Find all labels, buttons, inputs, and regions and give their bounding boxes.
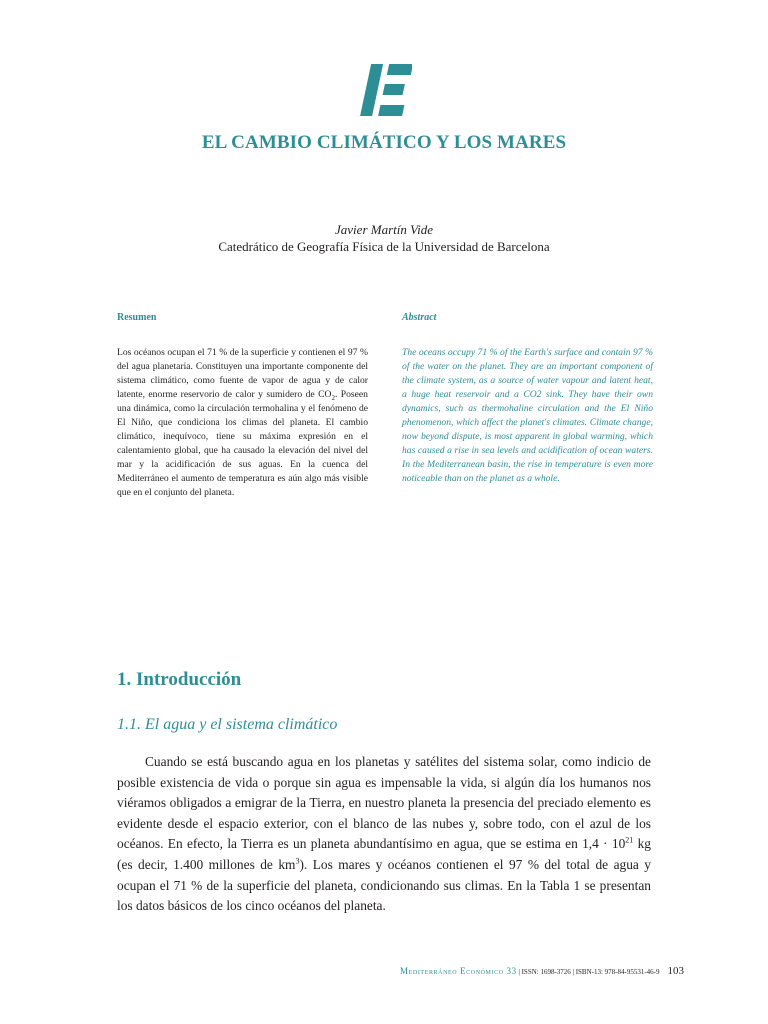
body-text-part: Cuando se está buscando agua en los planetas y satélites del sistema solar, como indicio de posible existencia de vida o porque sin agua es impensable la vida, si algún día los humanos nos viéramos obligados a emigrar de la Tierra, en nuestro planeta la presencia del preciado elemento es evidente desde el espacio exterior, con el blanco de las nubes y, sobre todo, con el azul de los océanos. En efecto, la Tierra es un planeta abundantísimo en agua, que se estima en 1,4 · 10 xyxy=(117,754,651,852)
author-affiliation: Catedrático de Geografía Física de la Universidad de Barcelona xyxy=(218,239,550,254)
resumen-text-part: Los océanos ocupan el 71 % de la superficie y contienen el 97 % del agua planetaria. Constituyen una importante componente del sistema climático, como fuente de vapor de agua y de calor latente, enorme reservorio de calor y sumidero de CO xyxy=(117,347,368,400)
exponent: 21 xyxy=(625,835,634,845)
page-number: 103 xyxy=(667,965,684,977)
exponent: 3 xyxy=(295,856,300,866)
resumen-text-part: . Poseen una dinámica, como la circulación termohalina y el fenómeno de El Niño, que condiciona los climas del planeta. El cambio climático, inequívoco, tiene su máxima expresión en el calentamiento global, que ha causado la elevación del nivel del mar y la acidificación de sus aguas. En la cuenca del Mediterráneo el aumento de temperatura es aún algo más visible que en el conjunto del planeta. xyxy=(117,389,368,498)
body-text-part: kg (es decir, 1.400 millones de km xyxy=(117,836,651,872)
issn-isbn: | ISSN: 1698-3726 | ISBN-13: 978-84-95531-46-9 xyxy=(516,968,660,976)
resumen-text xyxy=(117,346,368,500)
section-heading: 1. Introducción xyxy=(117,669,242,690)
abstract-heading: Abstract xyxy=(402,312,437,323)
article-title: EL CAMBIO CLIMÁTICO Y LOS MARES xyxy=(201,132,567,153)
subsection-heading: 1.1. El agua y el sistema climático xyxy=(117,716,338,733)
co2-subscript: 2 xyxy=(331,393,335,402)
resumen-heading: Resumen xyxy=(117,312,157,323)
page-footer xyxy=(384,965,684,977)
body-text-part: ). Los mares y océanos contienen el 97 % del total de agua y ocupan el 71 % de la superficie del planeta, condicionando sus climas. En la Tabla 1 se presentan los datos básicos de los cinco océanos del planeta. xyxy=(117,856,651,914)
journal-name: Mediterráneo Económico 33 xyxy=(400,966,517,976)
body-paragraph xyxy=(117,752,651,917)
abstract-text: The oceans occupy 71 % of the Earth's surface and contain 97 % of the water on the planet. They are an important component of the climate system, as a source of water vapour and latent heat, a huge heat reservoir and a CO2 sink. They have their own dynamics, such as thermohaline circulation and the El Niño phenomenon, which affect the planet's climates. Climate change, now beyond dispute, is most apparent in global warming, which has caused a rise in sea levels and acidification of ocean waters. In the Mediterranean basin, the rise in temperature is even more noticeable than on the planet as a whole. xyxy=(402,347,653,484)
e-logo-icon xyxy=(356,60,412,120)
author-name: Javier Martín Vide xyxy=(335,222,433,237)
